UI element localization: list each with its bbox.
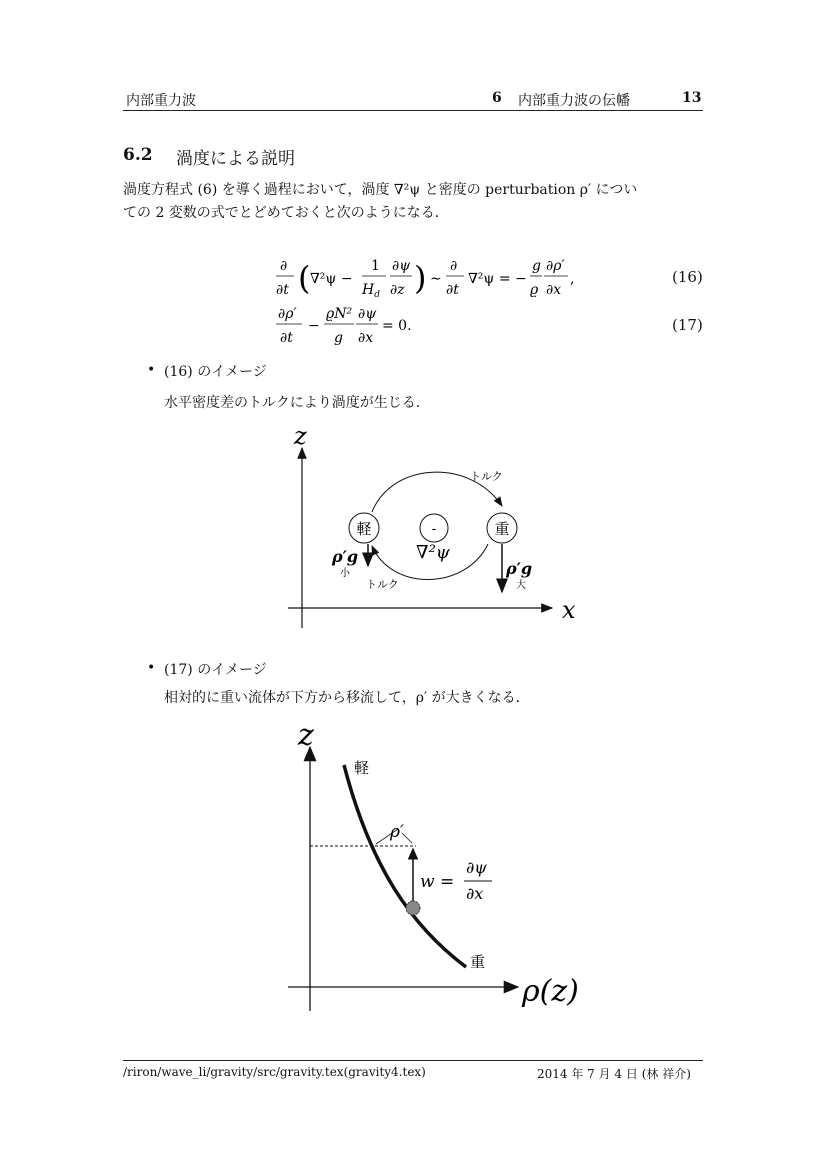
svg-text:1: 1	[371, 258, 380, 274]
page-number: 13	[682, 90, 702, 106]
light-label: 軽	[354, 759, 370, 777]
bullet-2-title: (17) のイメージ	[164, 662, 267, 678]
footer-date-author: 2014 年 7 月 4 日 (林 祥介)	[537, 1067, 691, 1081]
footer-file-path: /riron/wave_li/gravity/src/gravity.tex(gravity4.tex)	[123, 1065, 426, 1079]
svg-text:∂x: ∂x	[546, 282, 562, 298]
rho-g-left-label: ρ′g	[332, 547, 359, 566]
svg-text:g: g	[334, 330, 343, 346]
light-label: 軽	[356, 520, 372, 538]
equation-block	[270, 252, 590, 352]
svg-text:= 0.: = 0.	[382, 318, 412, 334]
svg-text:∂ρ′: ∂ρ′	[278, 306, 297, 322]
rho-prime-label: ρ′	[390, 822, 404, 842]
svg-text:∇²ψ −: ∇²ψ −	[310, 271, 353, 287]
paragraph-line-1: 渦度方程式 (6) を導く過程において，渦度 ∇²ψ と密度の perturbation ρ′ につい	[123, 182, 638, 198]
svg-text:∂z: ∂z	[390, 282, 405, 298]
svg-text:(: (	[298, 259, 311, 297]
svg-text:∂t: ∂t	[446, 282, 459, 298]
svg-text:∇²ψ = −: ∇²ψ = −	[468, 271, 527, 287]
svg-text:Hd: $H_d$	[362, 282, 380, 300]
svg-text:∂t: ∂t	[280, 330, 293, 346]
dpsi-numerator: ∂ψ	[466, 858, 487, 877]
rho-g-right-label: ρ′g	[506, 559, 533, 578]
bullet-2-text: 相対的に重い流体が下方から移流して，ρ′ が大きくなる．	[164, 690, 530, 706]
header-section-number: 6	[492, 90, 502, 106]
heavy-label: 重	[494, 520, 510, 538]
z-axis-label: z	[298, 718, 314, 753]
x-axis-label: x	[562, 596, 576, 624]
minus-label: -	[431, 521, 437, 537]
heavy-label: 重	[470, 953, 486, 971]
svg-text:∂: ∂	[450, 258, 458, 274]
svg-text:∂ρ′: ∂ρ′	[546, 258, 565, 274]
figure-torque-vorticity	[280, 420, 590, 630]
svg-text:): )	[414, 259, 427, 297]
bullet-dot-1: •	[147, 362, 156, 378]
footer-rule	[123, 1060, 703, 1061]
bullet-dot-2: •	[147, 660, 156, 676]
svg-text:g: g	[532, 258, 541, 274]
section-number: 6.2	[123, 145, 153, 165]
fluid-parcel	[406, 901, 420, 915]
w-equation-label: w =	[420, 872, 455, 892]
running-header-left: 内部重力波	[126, 93, 196, 109]
density-profile-curve	[344, 765, 466, 967]
rho-axis-label: ρ(z)	[522, 974, 579, 1009]
svg-text:∂: ∂	[280, 258, 288, 274]
svg-text:ϱN²: ϱN²	[326, 306, 353, 322]
bullet-1-text: 水平密度差のトルクにより渦度が生じる．	[164, 395, 430, 411]
section-title: 渦度による説明	[176, 149, 295, 169]
laplacian-label: ∇²ψ	[416, 542, 450, 563]
svg-text:∂t: ∂t	[276, 282, 289, 298]
small-label: 小	[340, 568, 350, 579]
torque-bottom-label: トルク	[366, 578, 399, 591]
figure-density-advection	[280, 715, 590, 1020]
svg-text:∂ψ: ∂ψ	[358, 306, 377, 322]
svg-text:−: −	[308, 318, 320, 334]
svg-text:∂ψ: ∂ψ	[392, 258, 411, 274]
svg-text:,: ,	[570, 271, 575, 287]
header-section-title: 内部重力波の伝幡	[518, 93, 630, 109]
svg-text:∼: ∼	[430, 271, 442, 287]
z-axis-label: z	[294, 422, 307, 450]
header-rule	[123, 110, 703, 111]
paragraph-line-2: ての 2 変数の式でとどめておくと次のようになる．	[123, 205, 449, 221]
dx-denominator: ∂x	[466, 884, 484, 903]
large-label: 大	[516, 580, 526, 591]
svg-text:ϱ: ϱ	[530, 282, 539, 298]
bullet-1-title: (16) のイメージ	[164, 364, 267, 380]
torque-top-label: トルク	[470, 470, 503, 483]
equation-number-17: (17)	[672, 316, 703, 334]
equation-number-16: (16)	[672, 268, 703, 286]
svg-text:∂x: ∂x	[358, 330, 374, 346]
